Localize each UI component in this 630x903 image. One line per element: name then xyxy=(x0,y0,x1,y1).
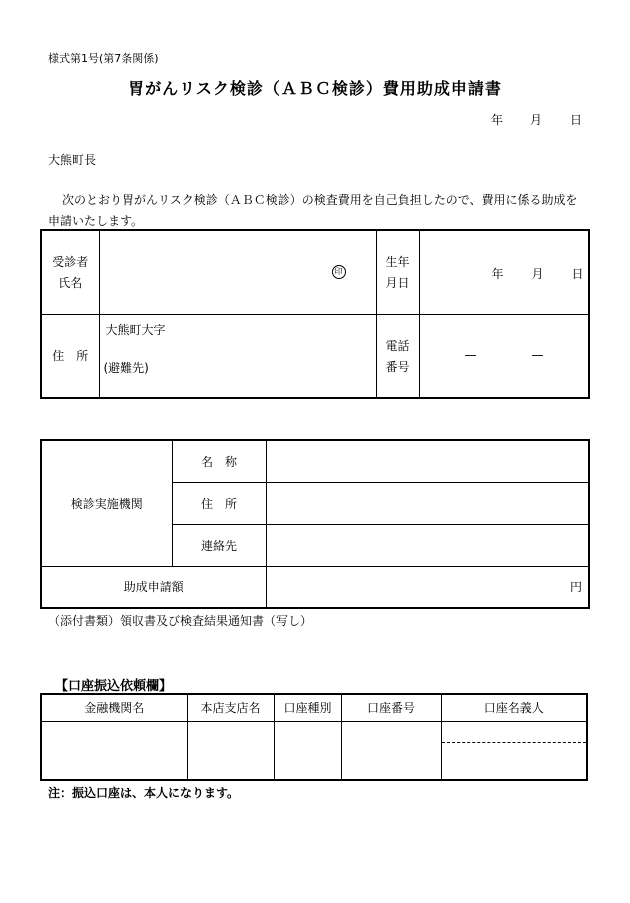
account-number-field[interactable] xyxy=(341,721,441,780)
yen-unit: 円 xyxy=(569,580,582,595)
account-number-header: 口座番号 xyxy=(341,694,441,721)
address-field[interactable] xyxy=(99,314,376,398)
birth-label-line2: 月日 xyxy=(385,276,410,291)
date-day-label: 日 xyxy=(570,113,583,127)
address-prefix: 大熊町大字 xyxy=(105,322,166,337)
attachments-note: （添付書類）領収書及び検査結果通知書（写し） xyxy=(48,614,313,628)
institution-table xyxy=(40,439,590,609)
form-number: 様式第1号(第7条関係) xyxy=(48,52,159,65)
phone-field[interactable] xyxy=(419,314,589,398)
birth-date-label xyxy=(376,230,419,314)
date-month-label: 月 xyxy=(530,113,543,127)
account-holder-field[interactable] xyxy=(441,721,587,780)
name-label-line1: 受診者 xyxy=(52,255,89,270)
institution-contact-label: 連絡先 xyxy=(172,524,266,566)
birth-day-label: 日 xyxy=(571,267,584,281)
phone-label xyxy=(376,314,419,398)
branch-name-header: 本店支店名 xyxy=(187,694,274,721)
applicant-table xyxy=(40,229,590,399)
page-title: 胃がんリスク検診（ＡＢＣ検診）費用助成申請書 xyxy=(128,79,502,98)
evacuation-label: (避難先) xyxy=(103,360,149,375)
bank-table xyxy=(40,693,588,781)
body-text: 次のとおり胃がんリスク検診（ＡＢＣ検診）の検査費用を自己負担したので、費用に係る助成を申請いたします。 xyxy=(48,193,578,228)
applicant-name-field[interactable] xyxy=(99,230,376,314)
bank-name-field[interactable] xyxy=(41,721,187,780)
applicant-name-label xyxy=(41,230,99,314)
birth-date-field[interactable] xyxy=(419,230,589,314)
institution-name-label: 名 称 xyxy=(172,440,266,482)
bank-section-heading: 【口座振込依頼欄】 xyxy=(55,679,173,694)
account-holder-header: 口座名義人 xyxy=(441,694,587,721)
account-type-field[interactable] xyxy=(274,721,341,780)
amount-label: 助成申請額 xyxy=(41,566,266,608)
birth-month-label: 月 xyxy=(531,267,544,281)
phone-separator-2: — xyxy=(531,347,544,362)
address-label: 住 所 xyxy=(41,314,99,398)
account-type-header: 口座種別 xyxy=(274,694,341,721)
institution-address-field[interactable] xyxy=(266,482,589,524)
date-year-label: 年 xyxy=(491,113,504,127)
birth-label-line1: 生年 xyxy=(385,255,410,270)
institution-name-field[interactable] xyxy=(266,440,589,482)
footer-note: 注：振込口座は、本人になります。 xyxy=(48,786,240,800)
phone-label-line2: 番号 xyxy=(385,359,410,374)
furigana-divider xyxy=(442,742,587,743)
bank-name-header: 金融機関名 xyxy=(41,694,187,721)
institution-contact-field[interactable] xyxy=(266,524,589,566)
birth-year-label: 年 xyxy=(491,267,504,281)
name-label-line2: 氏名 xyxy=(58,276,83,291)
branch-name-field[interactable] xyxy=(187,721,274,780)
amount-field[interactable] xyxy=(266,566,589,608)
phone-separator-1: — xyxy=(464,347,477,362)
addressee: 大熊町長 xyxy=(48,153,97,167)
seal-mark: 印 xyxy=(332,265,346,279)
institution-label: 検診実施機関 xyxy=(41,440,172,566)
institution-address-label: 住 所 xyxy=(172,482,266,524)
phone-label-line1: 電話 xyxy=(385,338,410,353)
